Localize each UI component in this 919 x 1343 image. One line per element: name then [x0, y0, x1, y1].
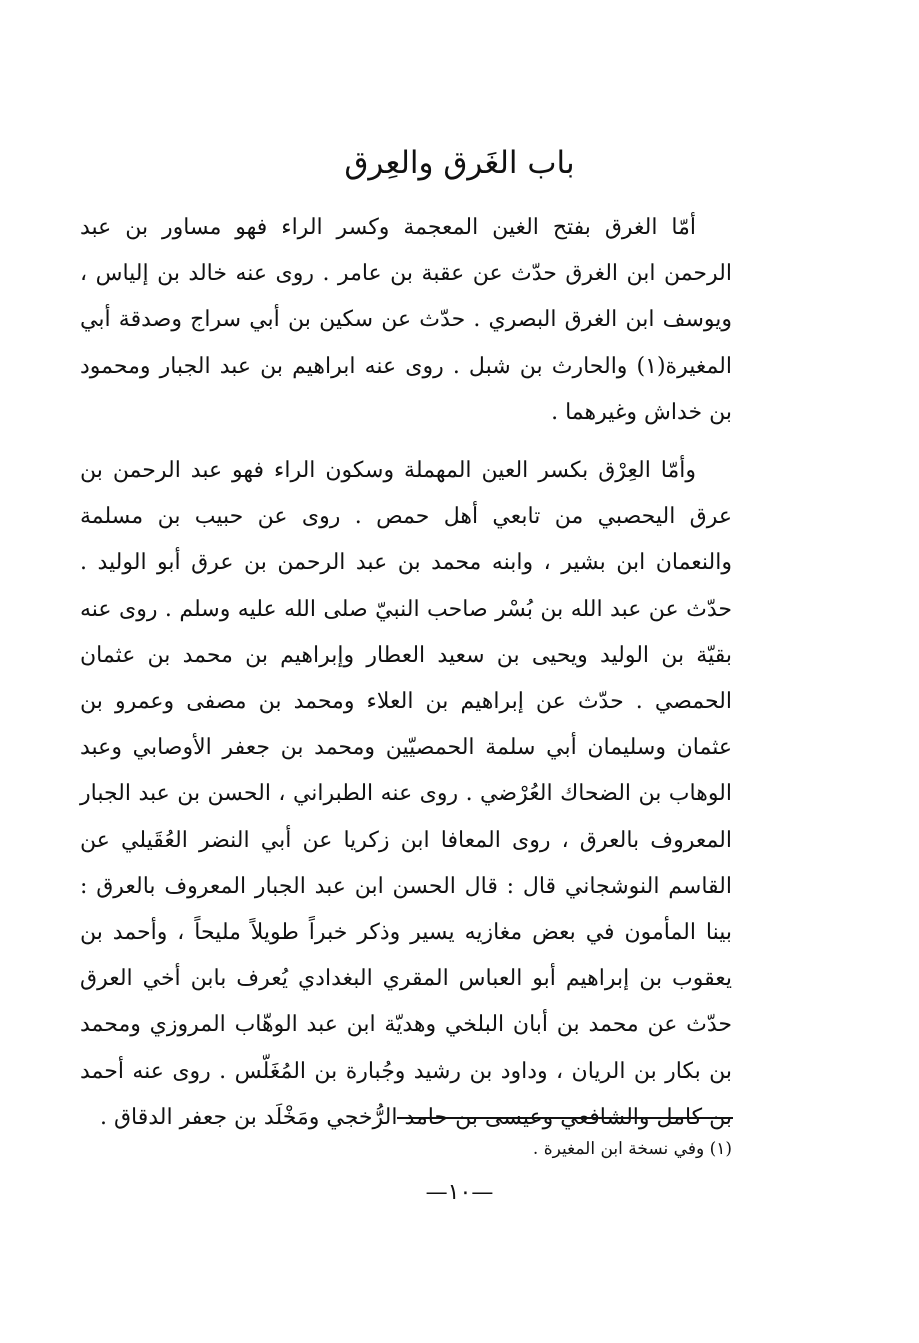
- page-title: باب الغَرق والعِرق: [344, 145, 575, 181]
- paragraph-al-irq: وأمّا العِرْق بكسر العين المهملة وسكون الراء فهو عبد الرحمن بن عرق اليحصبي من تابعي أهل حمص . روى عن حبيب بن مسلمة والنعمان ابن بشير ، وابنه محمد بن عبد الرحمن بن عرق أبو الوليد . حدّث عن عبد الله بن بُسْر صاحب النبيّ صلى الله عليه وسلم . روى عنه بقيّة بن الوليد ويحيى بن سعيد العطار وإبراهيم بن محمد بن عثمان الحمصي . حدّث عن إبراهيم بن العلاء ومحمد بن مصفى وعمرو بن عثمان وسليمان أبي سلمة الحمصيّين ومحمد بن جعفر الأوصابي وعبد الوهاب بن الضحاك العُرْضي . روى عنه الطبراني ، الحسن بن عبد الجبار المعروف بالعرق ، روى المعافا ابن زكريا عن أبي النضر العُقَيلي عن القاسم النوشجاني قال : قال الحسن ابن عبد الجبار المعروف بالعرق : بينا المأمون في بعض مغازيه يسير وذكر خبراً طويلاً مليحاً ، وأحمد بن يعقوب بن إبراهيم أبو العباس المقري البغدادي يُعرف بابن أخي العرق حدّث عن محمد بن أبان البلخي وهديّة ابن عبد الوهّاب المروزي ومحمد بن بكار بن الريان ، وداود بن رشيد وجُبارة بن المُغَلّس . روى عنه أحمد بن كامل والشافعي وعيسى بن حامد الرُّخجي ومَخْلَد بن جعفر الدقاق .: [80, 458, 732, 1130]
- body-text: [80, 205, 732, 1141]
- footnote: (١) وفي نسخة ابن المغيرة .: [532, 1139, 732, 1159]
- page-number: —١٠—: [425, 1180, 494, 1205]
- footnote-divider: [397, 1117, 733, 1119]
- paragraph-al-gharaq: أمّا الغرق بفتح الغين المعجمة وكسر الراء فهو مساور بن عبد الرحمن ابن الغرق حدّث عن عقبة بن عامر . روى عنه خالد بن إلياس ، ويوسف ابن الغرق البصري . حدّث عن سكين بن أبي سراج وصدقة أبي المغيرة(١) والحارث بن شبل . روى عنه ابراهيم بن عبد الجبار ومحمود بن خداش وغيرهما .: [80, 215, 732, 425]
